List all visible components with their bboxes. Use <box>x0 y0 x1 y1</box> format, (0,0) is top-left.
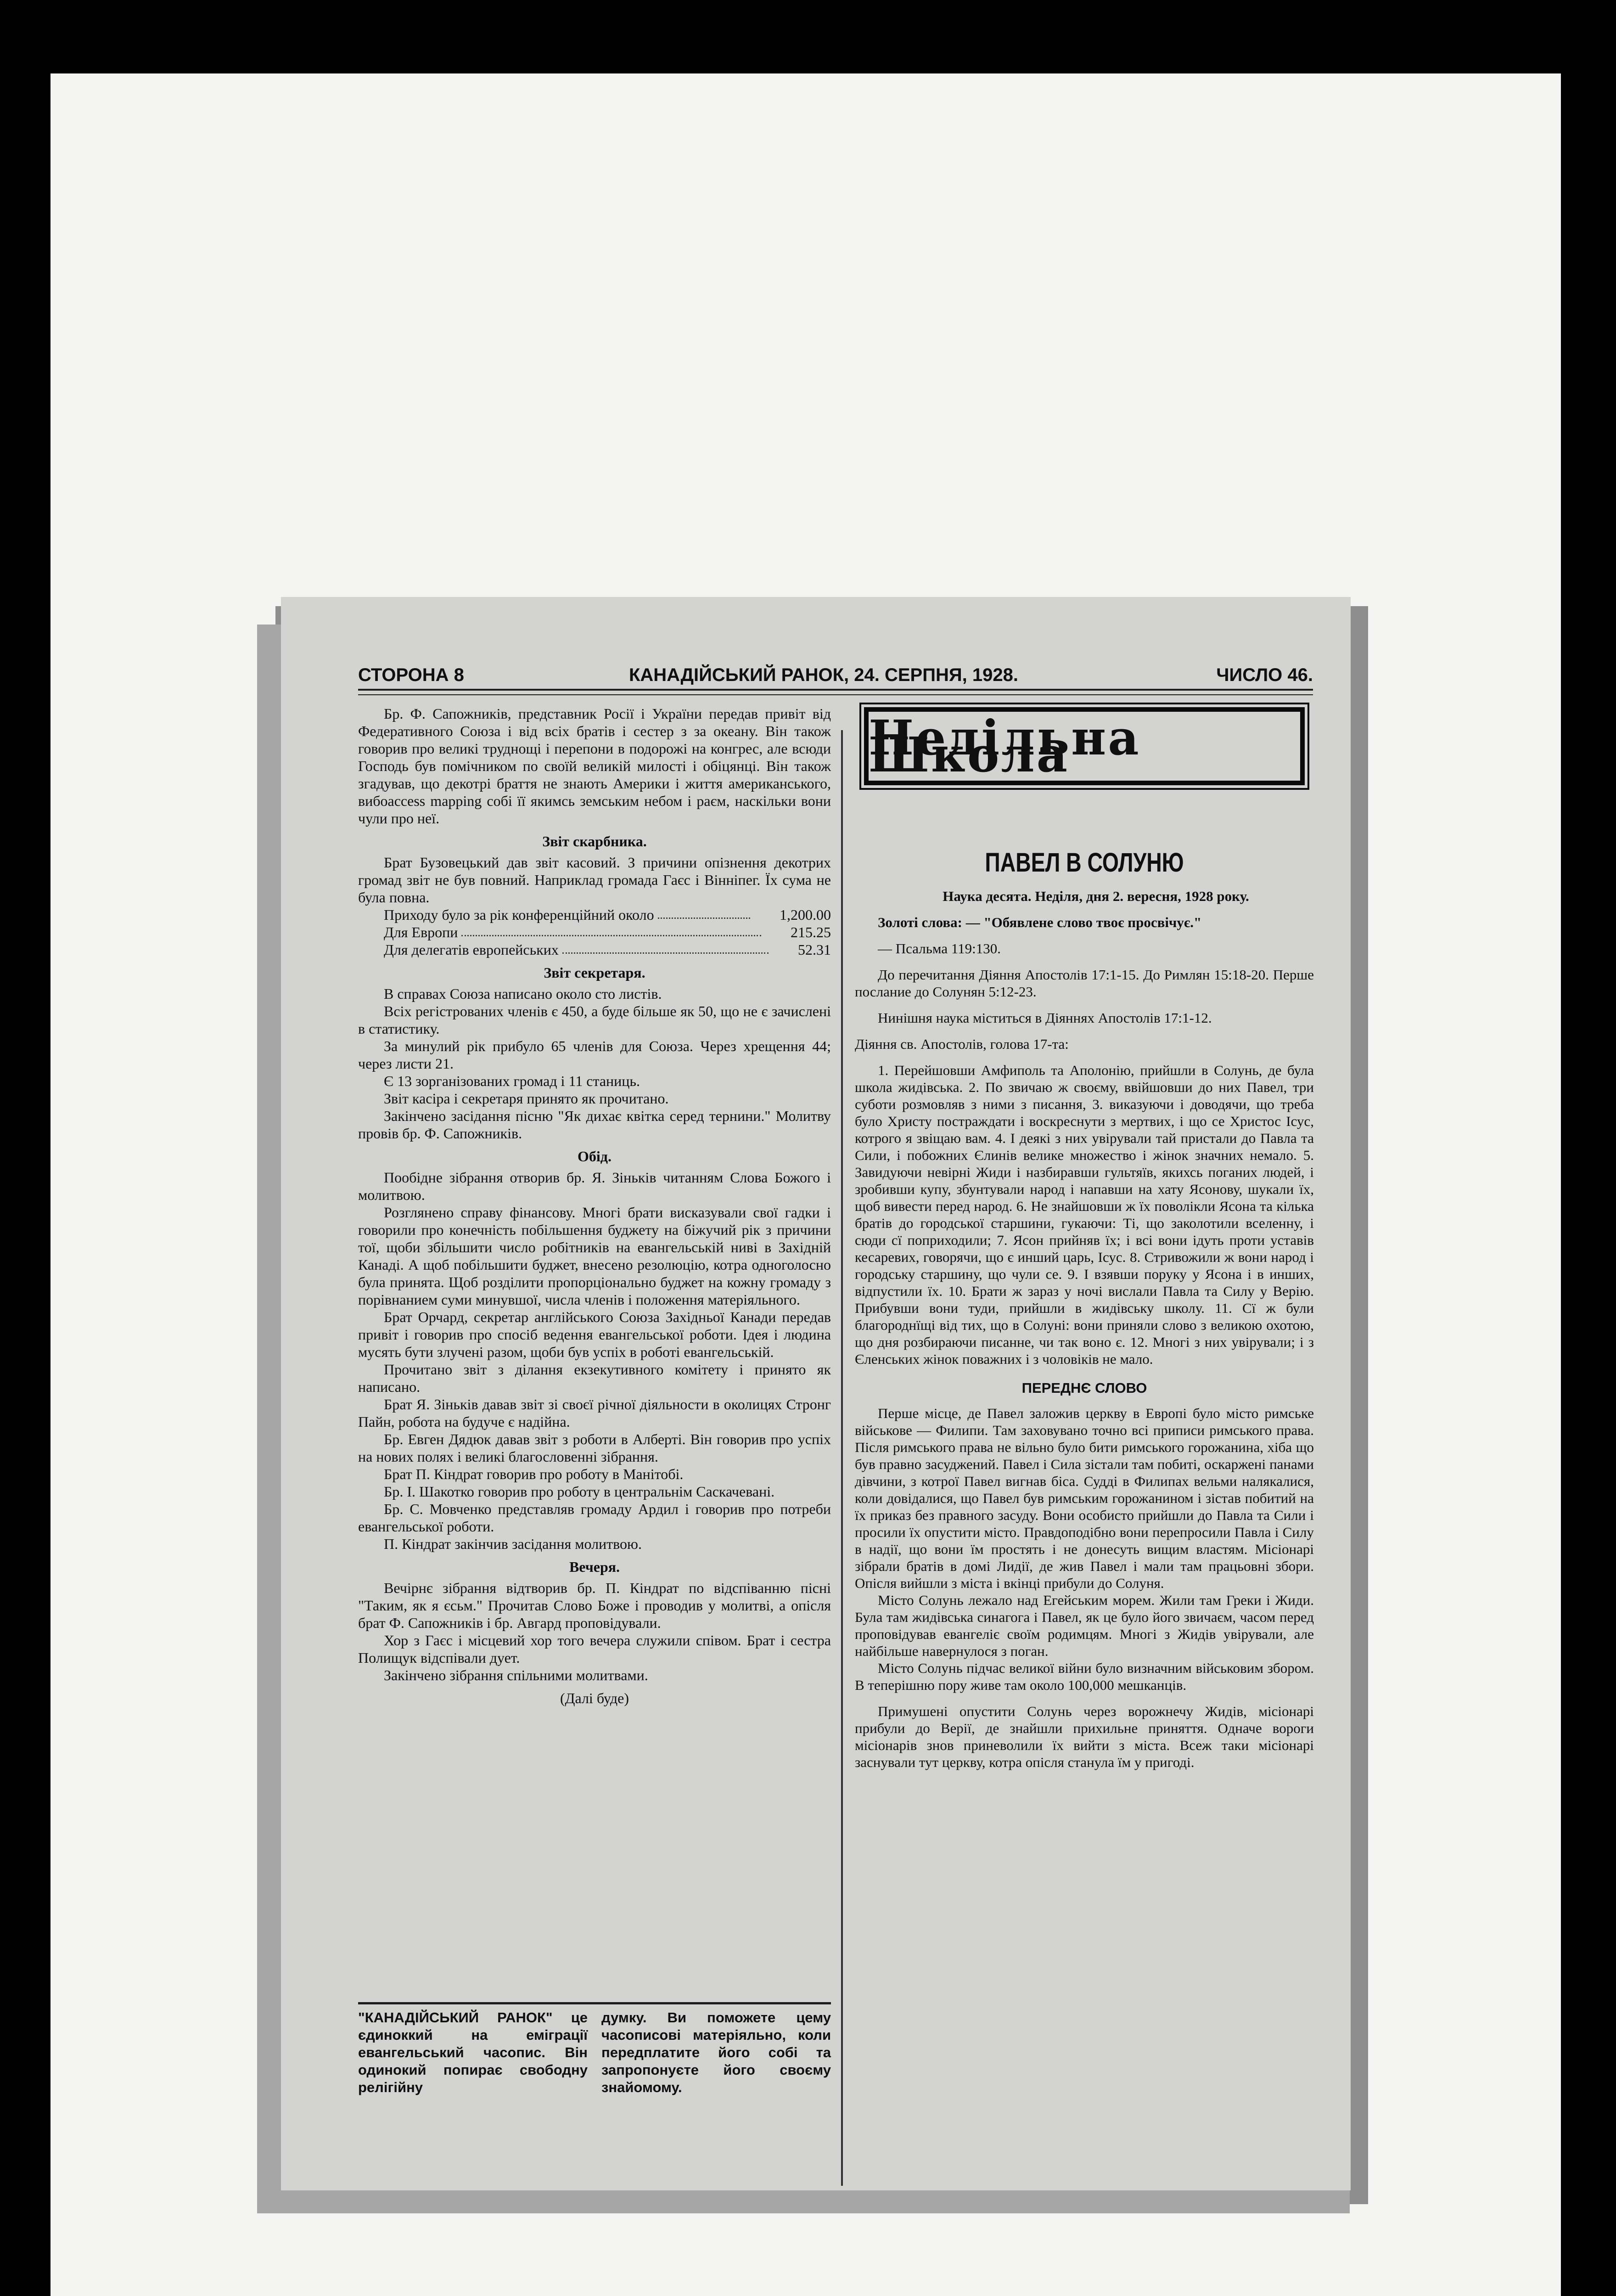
promo-text-2: думку. Ви поможете цему часописові матеріяльно, коли передплатите його собі та запропонуєте його своєму знайомому. <box>601 2009 831 2095</box>
paragraph: Є 13 зорганізованих громад і 11 станиць. <box>384 1073 640 1089</box>
continued-note: (Далі буде) <box>560 1690 629 1706</box>
paragraph: Бр. С. Мовченко представляв громаду Ардил і говорив про потреби евангельської роботи. <box>358 1501 831 1535</box>
section-heading-lunch: Обід. <box>578 1148 612 1165</box>
newspaper-promo-box <box>358 2002 831 2095</box>
paragraph: Закінчено зібрання спільними молитвами. <box>384 1667 648 1683</box>
paragraph: Бр. Ф. Сапожників, представник Росії і України передав привіт від Федеративного Союза і від всіх братів і сестер з за океану. Він також говорив про великі труднощі і перепони в подорожі на конгрес, але всюди Господь був помічником по своїй великій милості і обіцянці. Він також згадував, що декотрі браття не знають Америки і життя американського, вибоaccess mapping собі її якимсь земським небом і раєм, наскільки вони чули про неї. <box>358 705 831 827</box>
foreword-heading: ПЕРЕДНЄ СЛОВО <box>1021 1380 1147 1396</box>
paragraph: Бр. І. Шакотко говорив про роботу в центральнім Саскачевані. <box>384 1483 775 1500</box>
paragraph: Брат Орчард, секретар англійського Союза Західньої Канади передав привіт і говорив про спосіб ведення евангельської роботи. Ідея і людина мусять бути злучені разом, щоби був успіх в роботі евангельській. <box>358 1309 831 1360</box>
paragraph: Всіх регістрованих членів є 450, а буде більше як 50, що не є зачислені в статистику. <box>358 1003 831 1037</box>
finance-row <box>358 906 831 923</box>
section-title-sunday-school: Недільна Школа <box>864 707 1305 785</box>
scripture-text: 1. Перейшовши Амфиполь та Аполонію, прийшли в Солунь, де була школа жидівська. 2. По звичаю ж своєму, ввійшовши до них Павел, три суботи розмовляв з ними з писання, 3. виказуючи і доводячи, що треба було Христу постраждати і воскреснути з мертвих, і що се Христос Ісус, котрого я звіщаю вам. 4. І деякі з них увірували тай пристали до Павла та Сили, і побожних Єлинів велике множество і жінок значних немало. 5. Завидуючи невірні Жиди і назбиравши гультяїв, якихсь поганих людей, і зробивши купу, збунтували народ і напавши на хату Ясонову, шукали їх, щоб вивести перед народ. 6. Не знайшовши ж їх поволікли Ясона та кілька братів до городської старшини, гукаючи: Ті, що заколотили вселенну, і сюди сї поприходили; 7. Ясон прийняв їх; і всі вони ідуть проти уставів кесаревих, говорячи, що є инший царь, Ісус. 8. Стривожили ж вони народ і городську старшину, що чули се. 9. І взявши поруку у Ясона і в инших, відпустили їх. 10. Брати ж зараз у ночі вислали Павла та Силу у Верію. Прибувши вони туди, прийшли в жидівську школу. 11. Сї ж були благороднїщі від тих, що в Солуні: вони приняли слово з великою охотою, що дня розбираючи писанне, чи так воно є. 12. Многі з них увірували; і з Єленських жінок поважних і з чоловіків не мало. <box>855 1062 1314 1367</box>
section-heading-treasurer: Звіт скарбника. <box>542 833 647 850</box>
acts-heading: Діяння св. Апостолів, голова 17-та: <box>855 1036 1069 1052</box>
finance-label: Для Европи <box>384 924 458 940</box>
paragraph: Звіт касіра і секретаря принято як прочитано. <box>384 1090 669 1107</box>
paragraph: Вечірнє зібрання відтворив бр. П. Кіндрат по відспіванню пісні "Таким, як я єсьм." Прочитав Слово Боже і проводив у молитві, а опісля брат Ф. Сапожників і бр. Авгард проповідували. <box>358 1580 831 1631</box>
finance-label: Приходу було за рік конференційний около <box>384 906 654 923</box>
paragraph: Брат Я. Зіньків давав звіт зі своєї річної діяльности в околицях Стронг Пайн, робота на будуче є надійна. <box>358 1396 831 1430</box>
paragraph: Розглянено справу фінансову. Многі брати висказували свої гадки і говорили про конечність побільшення буджету на біжучий рік з причини тої, щоби збільшити число робітників на евангельській ниві в Західній Канаді. А щоб побільшити буджет, внесено резолюцію, котра одноголосно була принята. Щоб розділити пропорціонально буджет на кожну громаду з порівнанием суми минувшої, числа членів і положення матеріяльного. <box>358 1204 831 1308</box>
paragraph: За минулий рік прибуло 65 членів для Союза. Через хрещення 44; через листи 21. <box>358 1038 831 1072</box>
newspaper-page <box>281 597 1351 2190</box>
issue-number: ЧИСЛО 46. <box>1216 665 1313 685</box>
paragraph: Примушені опустити Солунь через ворожнечу Жидів, місіонарі прибули до Верії, де знайшли прихильне приняття. Одначе вороги місіонарів знов приневолили їх вийти з міста. Всеж таки місіонарі заснували тут церкву, котра опісля станула їм у пригоді. <box>855 1703 1314 1770</box>
dot-leader <box>461 923 761 936</box>
golden-words: Золоті слова: — "Обявлене слово твоє просвічує." <box>878 914 1202 930</box>
finance-row <box>358 941 831 958</box>
paragraph: Бр. Евген Дядюк давав звіт з роботи в Алберті. Він говорив про успіх на нових полях і великі благословенні зібрання. <box>358 1431 831 1465</box>
paragraph: Закінчено засідання пісню "Як дихає квітка серед тернини." Молитву провів бр. Ф. Сапожників. <box>358 1108 831 1142</box>
dot-leader <box>562 941 769 954</box>
paragraph: Місто Солунь лежало над Егейським морем. Жили там Греки і Жиди. Була там жидівська синагога і Павел, як це було його звичаєм, часом перед проповідував евангеліє своїм родимцям. Многі з Жидів увірували, але найбільше навернулося з поган. <box>855 1592 1314 1659</box>
paragraph: В справах Союза написано около сто листів. <box>384 985 662 1002</box>
sunday-school-column <box>855 703 1314 1771</box>
column-divider <box>841 730 843 2186</box>
promo-text-1: "КАНАДІЙСЬКИЙ РАНОК" це єдиноккий на еміграції евангельський часопис. Він одинокий попирає свободну релігійну <box>358 2009 588 2095</box>
page-header <box>358 665 1313 692</box>
paragraph: Місто Солунь підчас великої війни було визначним військовим збором. В теперішню пору живе там около 100,000 мешканців. <box>855 1660 1314 1693</box>
finance-row <box>358 923 831 941</box>
paragraph: Брат П. Кіндрат говорив про роботу в Манітобі. <box>384 1466 684 1482</box>
psalm-ref: — Псальма 119:130. <box>878 940 1001 957</box>
paragraph: П. Кіндрат закінчив засідання молитвою. <box>384 1536 642 1552</box>
dot-leader <box>658 906 750 919</box>
lesson-ref: Нинішня наука міститься в Діяннях Апостолів 17:1-12. <box>878 1010 1212 1026</box>
paragraph: Брат Бузовецький дав звіт касовий. З причини опізнення декотрих громад звіт не був повний. Наприклад громада Гаєс і Вінніпег. Їх сума не була повна. <box>358 854 831 906</box>
lesson-title: ПАВЕЛ В СОЛУНЮ <box>985 848 1184 878</box>
finance-amount: 52.31 <box>798 941 831 958</box>
lesson-meta: Наука десята. Неділя, дня 2. вересня, 1928 року. <box>943 888 1249 904</box>
finance-amount: 215.25 <box>791 924 831 940</box>
convention-report-column <box>358 705 831 1707</box>
paragraph: Хор з Гаєс і місцевий хор того вечера служили співом. Брат і сестра Полищук відспівали дует. <box>358 1632 831 1666</box>
finance-label: Для делегатів европейських <box>384 941 559 958</box>
paragraph: Пообідне зібрання отворив бр. Я. Зіньків читанням Слова Божого і молитвою. <box>358 1169 831 1203</box>
page-number: СТОРОНА 8 <box>358 665 464 685</box>
reading-refs: До перечитання Діяння Апостолів 17:1-15. До Римлян 15:18-20. Перше послание до Солунян 5:12-23. <box>855 967 1314 1000</box>
finance-amount: 1,200.00 <box>780 906 831 923</box>
paragraph: Перше місце, де Павел заложив церкву в Европі було місто римське військове — Филипи. Там заховувано точно всі приписи римського права. Після римського права не вільно було бити римського горожанина, хіба що був правно засуджений. Павел і Сила зістали там побиті, оскаржені панами дівчини, з котрої Павел вигнав біса. Судді в Филипах вельми налякалися, коли довідалися, що Павел був римським горожанином і зістав побитий на їх приказ без правного засуду. Вони особисто прийшли до Павла та Сили і просили їх опустити місто. Правдоподібно вони перепросили Павла і Силу в надії, що вони їм простять і не донесуть вищим властям. Місіонарі зібрали братів в домі Лидії, де жив Павел і мали там працьовні збори. Опісля вийшли з міста і вкінці прибули до Солуня. <box>855 1405 1314 1591</box>
header-rule <box>358 689 1313 695</box>
masthead-date: КАНАДІЙСЬКИЙ РАНОК, 24. СЕРПНЯ, 1928. <box>629 665 1018 685</box>
section-heading-evening: Вечеря. <box>569 1559 620 1575</box>
paragraph: Прочитано звіт з ділання екзекутивного комітету і принято як написано. <box>358 1361 831 1395</box>
section-heading-secretary: Звіт секретаря. <box>544 964 645 981</box>
